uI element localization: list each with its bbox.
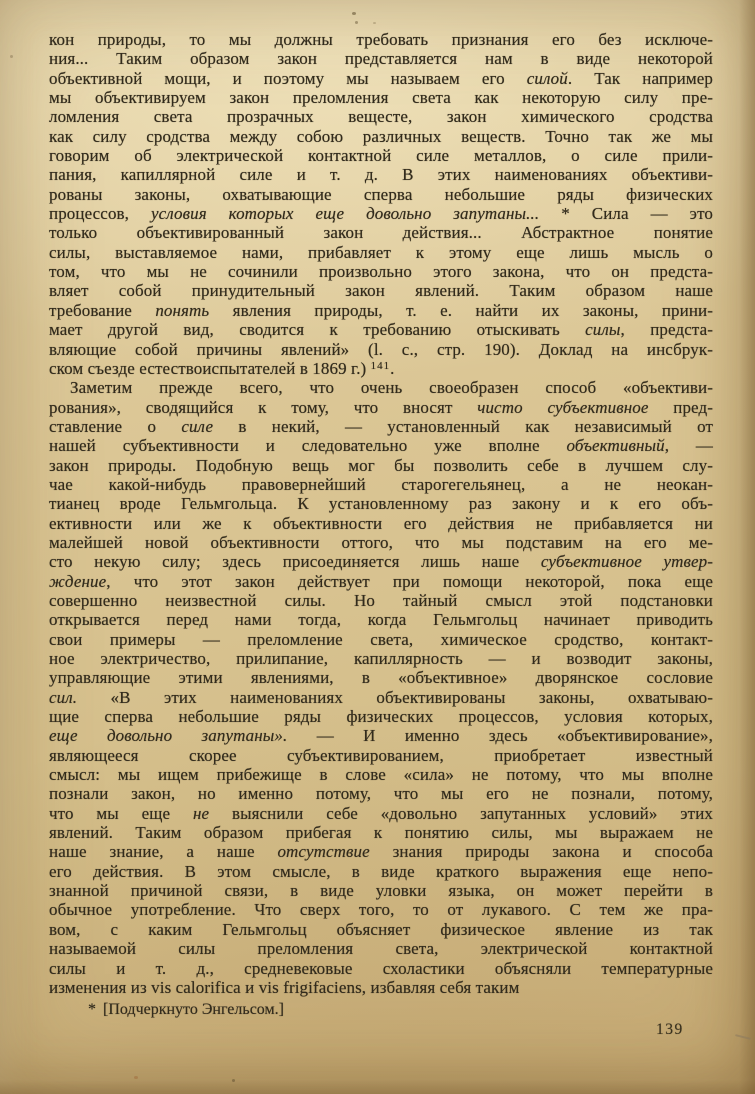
text-segment: чае какой-нибудь правовернейший старогегельянец, а не неокан- xyxy=(49,474,713,494)
text-segment: свои примеры — преломление света, химическое сродство, контакт- xyxy=(49,629,713,649)
text-segment: тианец вроде Гельмгольца. К установленному раз закону и к его объ- xyxy=(49,494,713,514)
text-line xyxy=(49,765,713,784)
text-line xyxy=(49,842,713,861)
text-line xyxy=(49,610,713,629)
page-text xyxy=(49,30,713,997)
text-line xyxy=(49,281,713,300)
text-line xyxy=(49,88,713,107)
text-segment: нашей субъективности и следовательно уже вполне xyxy=(49,436,567,456)
text-segment: смысл: мы ищем прибежище в слове «сила» не потому, что мы вполне xyxy=(49,765,713,785)
text-line xyxy=(49,417,713,436)
text-line xyxy=(49,920,713,939)
text-segment: отсутствие xyxy=(277,842,370,862)
text-segment: ломления света прозрачных вещесте, закон химического сродства xyxy=(49,107,713,127)
text-segment: субъективное утвер- xyxy=(540,552,713,572)
text-segment: ском съезде естествоиспытателей в 1869 г.) xyxy=(49,358,371,378)
text-segment: рования», сводящийся к тому, что вносят xyxy=(49,397,478,417)
text-line xyxy=(49,49,713,68)
text-line xyxy=(49,688,713,707)
text-segment: требование xyxy=(49,300,156,320)
text-line xyxy=(49,572,713,591)
text-line xyxy=(49,475,713,494)
paper-speck xyxy=(232,1079,235,1082)
text-segment: ективности или же к объективности его действия не прибавляется ни xyxy=(49,513,713,533)
text-segment: ждение xyxy=(49,571,107,591)
text-line xyxy=(49,630,713,649)
text-line xyxy=(49,359,713,378)
text-line xyxy=(49,862,713,881)
text-line xyxy=(49,30,713,49)
text-segment: , что этот закон действует при помощи некоторой, пока еще xyxy=(106,571,713,591)
text-segment: называемой силы преломления света, электрической контактной xyxy=(49,939,713,959)
page-edge-shadow-bottom xyxy=(0,1080,755,1094)
text-segment: . xyxy=(390,358,395,378)
text-segment: в некий, — установленный как независимый от xyxy=(213,416,713,436)
text-line xyxy=(49,165,713,184)
text-line xyxy=(49,456,713,475)
text-line xyxy=(49,436,713,455)
text-line xyxy=(49,514,713,533)
text-segment: , — xyxy=(664,436,713,456)
text-segment: явлений. Таким образом прибегая к понятию силы, мы выражаем не xyxy=(49,823,713,843)
paper-speck xyxy=(352,12,356,15)
text-segment: наше знание, а наше xyxy=(49,842,278,862)
text-segment: пред- xyxy=(648,397,713,417)
text-line xyxy=(49,494,713,513)
text-line xyxy=(49,146,713,165)
text-segment: мает другой вид, сводится к требованию отыскивать xyxy=(49,320,586,340)
text-segment: щие сперва небольшие ряды физических процессов, условия которых, xyxy=(49,707,713,727)
text-segment: . Так например xyxy=(567,68,713,88)
text-segment: что мы еще xyxy=(49,803,193,823)
text-line xyxy=(49,204,713,223)
text-segment: «В этих наименованиях объективированы законы, охватываю- xyxy=(77,687,713,707)
page-number: 139 xyxy=(656,1021,684,1038)
footnote xyxy=(88,1001,284,1019)
text-segment: пания, капиллярной силе и т. д. В этих наименованиях объективи- xyxy=(49,165,713,185)
text-line xyxy=(49,223,713,242)
text-segment: его действия. В этом смысле, в виде краткого выражения еще непо- xyxy=(49,861,713,881)
text-segment: выяснили себе «довольно запутанных условий» этих xyxy=(209,803,713,823)
text-line xyxy=(49,804,713,823)
text-segment: вляет собой принудительный закон явлений. Таким образом наше xyxy=(49,281,713,301)
text-segment: только объективированный закон действия... Абстрактное понятие xyxy=(49,223,713,243)
text-segment: том, что мы не сочинили произвольно этого закона, что он предста- xyxy=(49,262,713,282)
text-line xyxy=(49,881,713,900)
text-line xyxy=(49,939,713,958)
text-segment: ное электричество, прилипание, капиллярность — и возводит законы, xyxy=(49,649,713,668)
text-line xyxy=(49,823,713,842)
text-line xyxy=(49,398,713,417)
text-segment: не xyxy=(192,803,210,823)
text-segment: сто некую силу; здесь присоединяется лишь наше xyxy=(49,552,541,572)
text-line xyxy=(49,900,713,919)
text-segment: сил. xyxy=(49,687,78,707)
text-segment: как силу сродства между собою различных веществ. Точно так же мы xyxy=(49,126,713,146)
page-edge-shadow-right xyxy=(739,0,755,1094)
footnote-reference: 141 xyxy=(370,359,391,372)
text-segment: объективный xyxy=(566,436,665,456)
text-line xyxy=(49,340,713,359)
text-line xyxy=(49,726,713,745)
text-line xyxy=(49,185,713,204)
text-segment: — И именно здесь «объективирование», xyxy=(287,726,713,746)
text-line xyxy=(49,301,713,320)
paper-speck xyxy=(373,22,376,24)
text-segment: объективной мощи, и поэтому мы называем его xyxy=(49,68,527,88)
text-segment: силы и т. д., средневековые схоластики объясняли температурные xyxy=(49,958,713,978)
text-segment: процессов, xyxy=(49,204,151,224)
footnote-marker: * xyxy=(88,1001,96,1018)
text-segment: рованы законы, охватывающие сперва небольшие ряды физических xyxy=(49,184,713,204)
text-segment: познали закон, но именно потому, что мы его не познали, потому, xyxy=(49,784,713,804)
text-line xyxy=(49,591,713,610)
text-segment: Заметим прежде всего, что очень своеобразен способ «объективи- xyxy=(70,378,713,398)
text-segment: вом, с каким Гельмгольц объясняет физическое явление из так xyxy=(49,919,713,939)
text-segment: условия которых еще довольно запутаны... xyxy=(151,204,540,224)
text-segment: чисто субъективное xyxy=(477,397,649,417)
text-segment: силы, выставляемое нами, прибавляет к этому еще лишь мысль о xyxy=(49,242,713,262)
text-line xyxy=(49,107,713,126)
text-segment: , предста- xyxy=(620,320,713,340)
text-segment: изменения из vis calorifica и vis frigifaciens, избавляя себя таким xyxy=(49,977,520,997)
text-line xyxy=(49,746,713,765)
text-segment: вляющие собой причины явлений» (l. c., стр. 190). Доклад на инсбрук- xyxy=(49,339,713,359)
text-segment: силой xyxy=(526,68,568,88)
text-line xyxy=(49,378,713,397)
text-segment: знанной причиной связи, в виде уловки языка, он может перейти в xyxy=(49,881,713,901)
text-line xyxy=(49,978,713,997)
paper-speck xyxy=(134,1076,138,1079)
text-segment: ставление о xyxy=(49,416,182,436)
text-line xyxy=(49,649,713,668)
text-line xyxy=(49,668,713,687)
text-line xyxy=(49,959,713,978)
text-segment: закон природы. Подобную вещь мог бы позволить себе в лучшем слу- xyxy=(49,455,713,475)
text-segment: силе xyxy=(181,416,214,436)
text-line xyxy=(49,320,713,339)
text-segment: управляющие этими явлениями, в «объективное» дворянское сословие xyxy=(49,668,713,688)
text-line xyxy=(49,69,713,88)
text-segment: еще довольно запутаны». xyxy=(49,726,288,746)
text-segment: ния... Таким образом закон представляется нам в виде некоторой xyxy=(49,49,713,69)
paper-speck xyxy=(355,21,358,24)
text-segment: обычное употребление. Что сверх того, то от лукавого. С тем же пра- xyxy=(49,900,713,920)
text-segment: малейшей новой объективности оттого, что мы подставим на его ме- xyxy=(49,532,713,552)
paragraph xyxy=(49,378,713,997)
text-segment: совершенно неизвестной силы. Но тайный смысл этой подстановки xyxy=(49,590,713,610)
text-line xyxy=(49,243,713,262)
text-line xyxy=(49,707,713,726)
text-segment: явления природы, т. е. найти их законы, прини- xyxy=(209,300,713,320)
text-segment: понять xyxy=(155,300,210,320)
text-segment: знания природы закона и способа xyxy=(369,842,713,862)
text-line xyxy=(49,533,713,552)
paper-speck xyxy=(10,55,13,58)
paragraph xyxy=(49,30,713,378)
text-segment: * Сила — это xyxy=(539,204,713,224)
text-segment: открывается перед нами тогда, когда Гельмгольц начинает приводить xyxy=(49,610,713,630)
text-segment: мы объективируем закон преломления света как некоторую силу пре- xyxy=(49,88,713,108)
footnote-text: [Подчеркнуто Энгельсом.] xyxy=(103,1001,284,1018)
text-line xyxy=(49,262,713,281)
text-segment: силы xyxy=(585,320,621,340)
text-segment: кон природы, то мы должны требовать признания его без исключе- xyxy=(49,30,713,49)
text-segment: говорим об электрической контактной силе металлов, о силе прили- xyxy=(49,146,713,166)
text-segment: являющееся скорее субъективированием, приобретает известный xyxy=(49,745,713,765)
text-line xyxy=(49,552,713,571)
text-line xyxy=(49,127,713,146)
text-line xyxy=(49,784,713,803)
